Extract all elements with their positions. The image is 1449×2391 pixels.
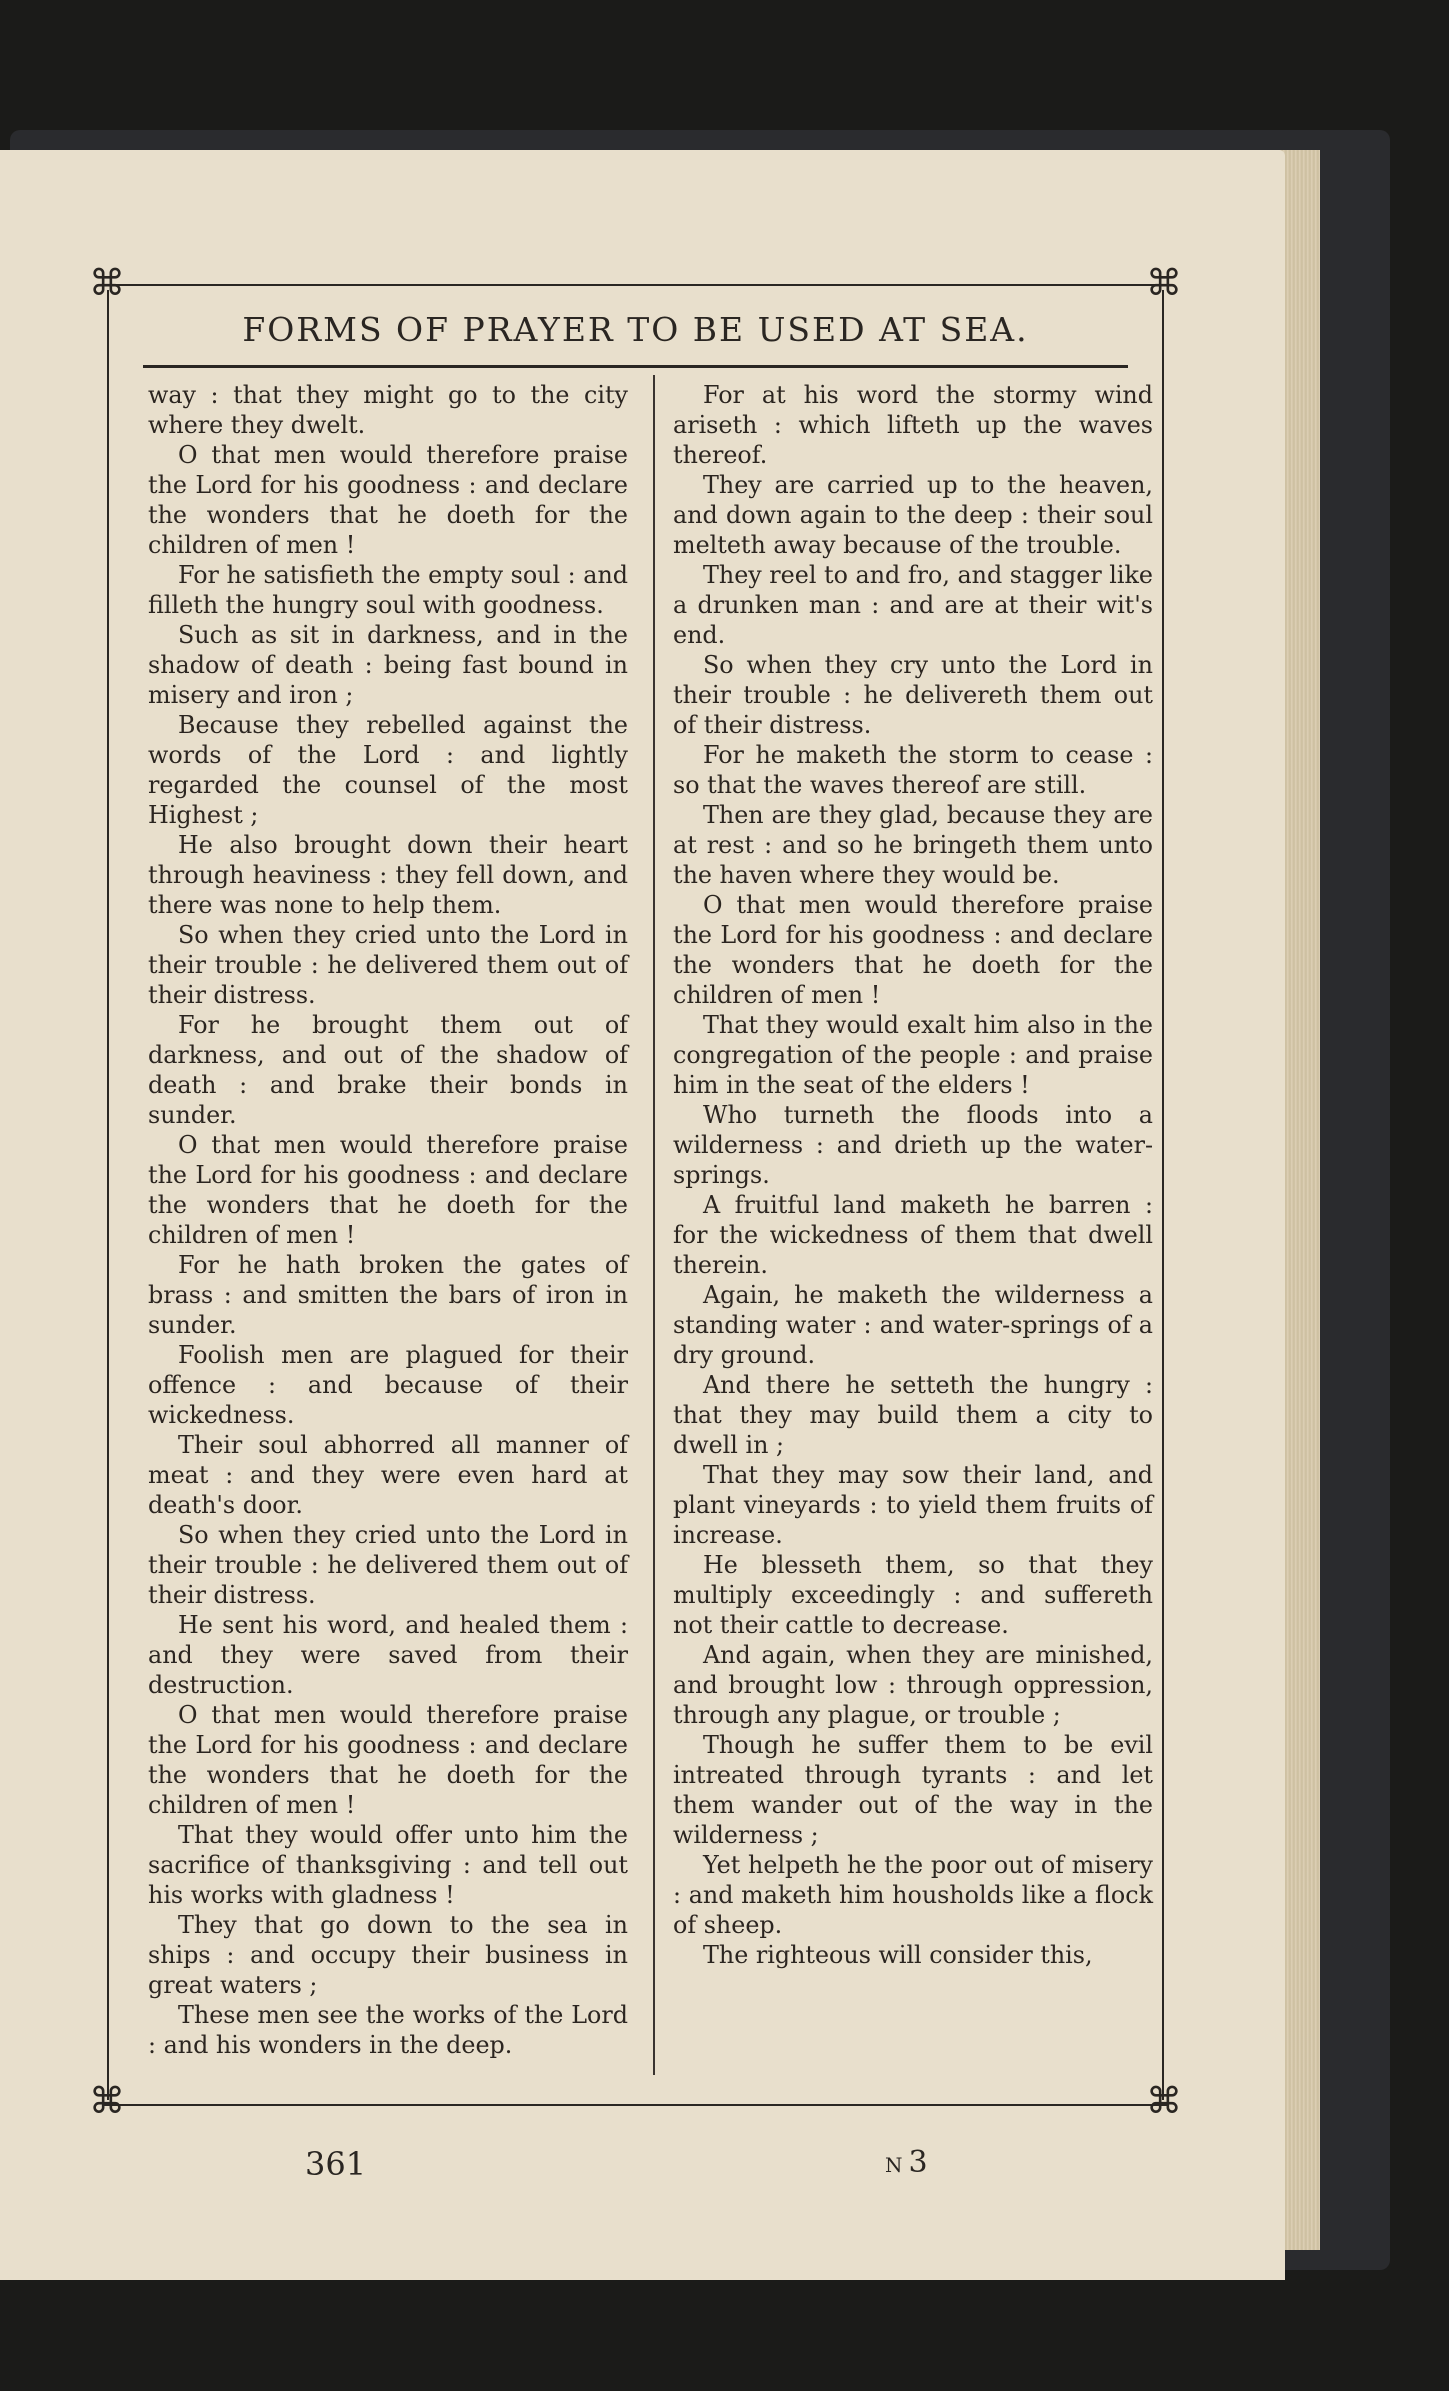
verse-paragraph: For he hath broken the gates of brass : and smitten the bars of iron in sunder. xyxy=(148,1251,628,1339)
verse-paragraph: He also brought down their heart through heaviness : they fell down, and there was none to help them. xyxy=(148,831,628,919)
verse-paragraph: He sent his word, and healed them : and they were saved from their destruction. xyxy=(148,1611,628,1699)
verse-paragraph: For he maketh the storm to cease : so that the waves thereof are still. xyxy=(673,741,1153,799)
corner-ornament-icon: ⌘ xyxy=(89,2081,125,2122)
verse-paragraph: And again, when they are minished, and brought low : through oppression, through any plague, or trouble ; xyxy=(673,1641,1153,1729)
frame-rule-top xyxy=(103,284,1168,286)
verse-paragraph: So when they cried unto the Lord in their trouble : he delivered them out of their distress. xyxy=(148,921,628,1009)
verse-paragraph: O that men would therefore praise the Lord for his goodness : and declare the wonders that he doeth for the children of men ! xyxy=(673,891,1153,1009)
verse-paragraph: They that go down to the sea in ships : and occupy their business in great waters ; xyxy=(148,1911,628,1999)
signature-mark xyxy=(885,2145,928,2180)
verse-paragraph: Such as sit in darkness, and in the shadow of death : being fast bound in misery and iron ; xyxy=(148,621,628,709)
frame-rule-right xyxy=(1162,290,1164,2100)
verse-paragraph: That they would offer unto him the sacrifice of thanksgiving : and tell out his works with gladness ! xyxy=(148,1821,628,1909)
verse-paragraph: They reel to and fro, and stagger like a drunken man : and are at their wit's end. xyxy=(673,561,1153,649)
left-column xyxy=(148,380,628,2060)
verse-paragraph: Foolish men are plagued for their offence : and because of their wickedness. xyxy=(148,1341,628,1429)
verse-paragraph: So when they cried unto the Lord in their trouble : he delivered them out of their distress. xyxy=(148,1521,628,1609)
verse-paragraph: Though he suffer them to be evil intreated through tyrants : and let them wander out of the way in the wilderness ; xyxy=(673,1731,1153,1849)
verse-paragraph: For at his word the stormy wind ariseth : which lifteth up the waves thereof. xyxy=(673,381,1153,469)
verse-paragraph: And there he setteth the hungry : that they may build them a city to dwell in ; xyxy=(673,1371,1153,1459)
page-number: 361 xyxy=(305,2145,367,2183)
verse-paragraph: Then are they glad, because they are at rest : and so he bringeth them unto the haven where they would be. xyxy=(673,801,1153,889)
signature-letter: N xyxy=(885,2153,903,2177)
verse-paragraph: Who turneth the floods into a wilderness : and drieth up the water-springs. xyxy=(673,1101,1153,1189)
verse-paragraph: So when they cry unto the Lord in their trouble : he delivereth them out of their distress. xyxy=(673,651,1153,739)
verse-paragraph: O that men would therefore praise the Lord for his goodness : and declare the wonders that he doeth for the children of men ! xyxy=(148,441,628,559)
right-column xyxy=(673,380,1153,1970)
verse-paragraph: A fruitful land maketh he barren : for the wickedness of them that dwell therein. xyxy=(673,1191,1153,1279)
verse-paragraph: These men see the works of the Lord : and his wonders in the deep. xyxy=(148,2001,628,2059)
verse-paragraph: For he satisfieth the empty soul : and filleth the hungry soul with goodness. xyxy=(148,561,629,619)
page-frame xyxy=(89,263,1182,2122)
page-title: FORMS OF PRAYER TO BE USED AT SEA. xyxy=(242,310,1029,349)
verse-paragraph: Because they rebelled against the words of the Lord : and lightly regarded the counsel of the most Highest ; xyxy=(148,711,628,829)
verse-paragraph: For he brought them out of darkness, and out of the shadow of death : and brake their bonds in sunder. xyxy=(148,1011,628,1129)
verse-paragraph: That they would exalt him also in the congregation of the people : and praise him in the seat of the elders ! xyxy=(673,1011,1153,1099)
corner-ornament-icon: ⌘ xyxy=(1146,263,1182,304)
frame-rule-bottom xyxy=(103,2104,1168,2106)
corner-ornament-icon: ⌘ xyxy=(89,263,125,304)
corner-ornament-icon: ⌘ xyxy=(1146,2081,1182,2122)
column-divider xyxy=(653,375,655,2075)
verse-paragraph: O that men would therefore praise the Lord for his goodness : and declare the wonders that he doeth for the children of men ! xyxy=(148,1701,628,1819)
frame-rule-left xyxy=(107,290,109,2100)
verse-paragraph: He blesseth them, so that they multiply exceedingly : and suffereth not their cattle to decrease. xyxy=(673,1551,1153,1639)
signature-number: 3 xyxy=(908,2145,928,2180)
verse-paragraph: O that men would therefore praise the Lord for his goodness : and declare the wonders that he doeth for the children of men ! xyxy=(148,1131,628,1249)
verse-paragraph: way : that they might go to the city where they dwelt. xyxy=(148,381,628,439)
verse-paragraph: Again, he maketh the wilderness a standing water : and water-springs of a dry ground. xyxy=(673,1281,1153,1369)
verse-paragraph: That they may sow their land, and plant vineyards : to yield them fruits of increase. xyxy=(673,1461,1153,1549)
verse-paragraph: They are carried up to the heaven, and down again to the deep : their soul melteth away because of the trouble. xyxy=(673,471,1153,559)
verse-paragraph: Yet helpeth he the poor out of misery : and maketh him housholds like a flock of sheep. xyxy=(673,1851,1153,1939)
verse-paragraph: Their soul abhorred all manner of meat : and they were even hard at death's door. xyxy=(148,1431,628,1519)
verse-paragraph: The righteous will consider this, xyxy=(703,1941,1093,1969)
title-rule xyxy=(143,365,1128,368)
